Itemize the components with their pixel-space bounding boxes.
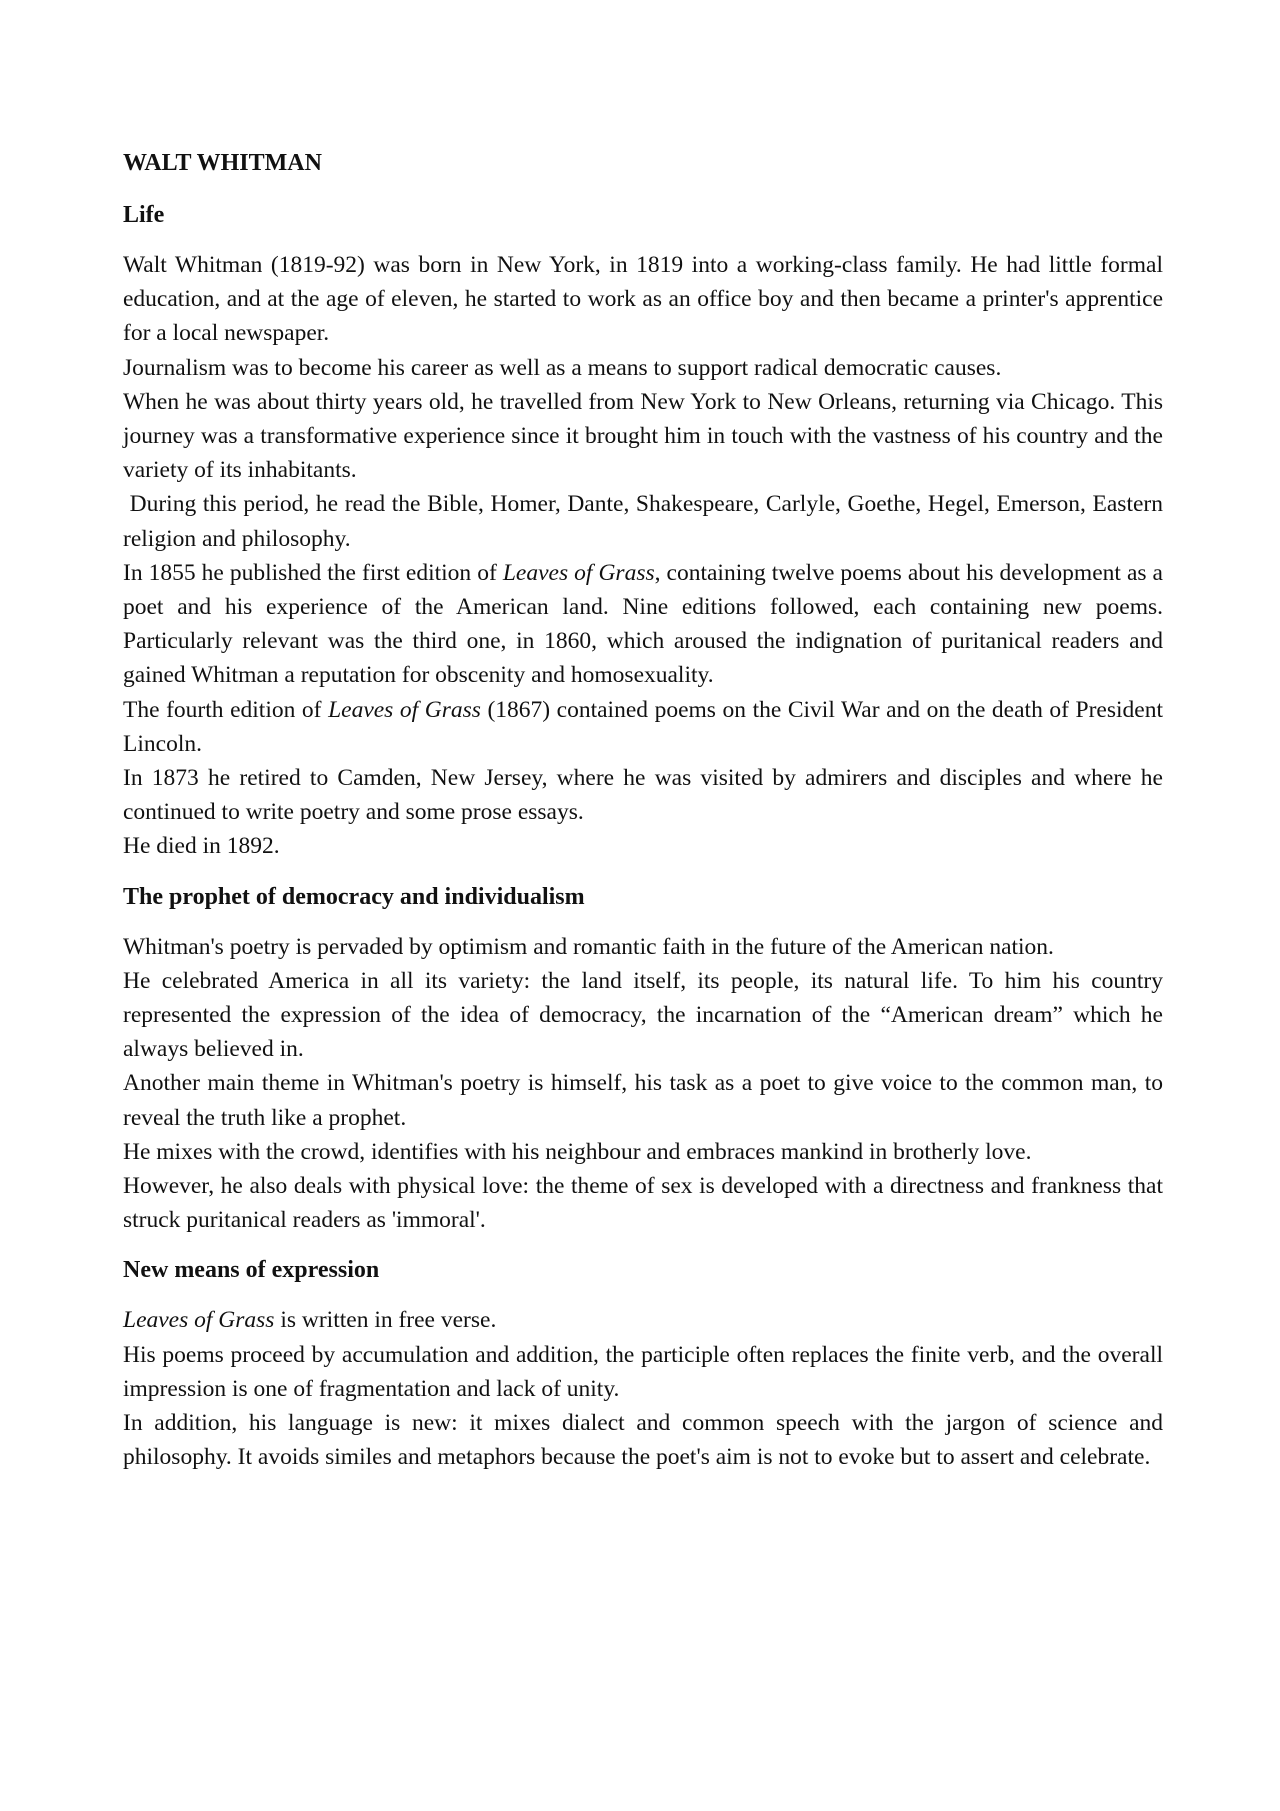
section-life bbox=[123, 198, 1169, 864]
life-paragraph-5-lead: In 1855 he published the first edition of bbox=[123, 559, 503, 586]
section-expression bbox=[123, 1253, 1163, 1474]
book-title-leaves-of-grass: Leaves of Grass bbox=[328, 696, 481, 723]
life-paragraph-5-rest: , containing twelve poems about his development as a poet and his experience of the American land. Nine editions followed, each containing new poems. Particularly relevant was the third one, in 1860, which aroused the indignation of puritanical readers and gained Whitman a reputation for obscenity and homosexuality. bbox=[123, 559, 1163, 689]
life-paragraph-3: When he was about thirty years old, he travelled from New York to New Orleans, returning via Chicago. This journey was a transformative experience since it brought him in touch with the vastness of his country and the variety of its inhabitants. bbox=[123, 388, 1163, 484]
life-paragraph-8: He died in 1892. bbox=[123, 833, 280, 860]
life-paragraph-6-rest: (1867) contained poems on the Civil War and on the death of President Lincoln. bbox=[123, 696, 1163, 757]
life-paragraph-6-lead: The fourth edition of bbox=[123, 696, 329, 723]
expression-paragraph-3: In addition, his language is new: it mixes dialect and common speech with the jargon of science and philosophy. It avoids similes and metaphors because the poet's aim is not to evoke but to assert and celebrate. bbox=[123, 1410, 1163, 1471]
life-paragraph-5 bbox=[123, 556, 1163, 693]
life-paragraph-2: Journalism was to become his career as well as a means to support radical democratic causes. bbox=[123, 354, 1002, 381]
section-heading-life: Life bbox=[123, 202, 165, 228]
document-title: WALT WHITMAN bbox=[123, 150, 322, 176]
document-page bbox=[123, 146, 1169, 1475]
prophet-paragraph-3: Another main theme in Whitman's poetry is himself, his task as a poet to give voice to the common man, to reveal the truth like a prophet. bbox=[123, 1070, 1163, 1131]
section-prophet bbox=[123, 880, 1163, 1238]
section-heading-expression: New means of expression bbox=[123, 1257, 380, 1284]
expression-paragraph-1 bbox=[123, 1303, 1163, 1337]
life-paragraph-7: In 1873 he retired to Camden, New Jersey, where he was visited by admirers and disciples and where he continued to write poetry and some prose essays. bbox=[123, 765, 1163, 826]
book-title-leaves-of-grass: Leaves of Grass bbox=[502, 559, 655, 586]
expression-paragraph-1-rest: is written in free verse. bbox=[274, 1307, 497, 1334]
section-heading-prophet: The prophet of democracy and individualism bbox=[123, 883, 585, 910]
prophet-paragraph-2: He celebrated America in all its variety: the land itself, its people, its natural life. To him his country represented the expression of the idea of democracy, the incarnation of the “American dream” which he always believed in. bbox=[123, 967, 1163, 1063]
life-paragraph-6 bbox=[123, 693, 1163, 761]
expression-paragraph-2: His poems proceed by accumulation and addition, the participle often replaces the finite verb, and the overall impression is one of fragmentation and lack of unity. bbox=[123, 1341, 1163, 1402]
prophet-paragraph-5: However, he also deals with physical love: the theme of sex is developed with a directness and frankness that struck puritanical readers as 'immoral'. bbox=[123, 1173, 1163, 1234]
life-paragraph-1: Walt Whitman (1819-92) was born in New York, in 1819 into a working-class family. He had little formal education, and at the age of eleven, he started to work as an office boy and then became a printer's apprentice for a local newspaper. bbox=[123, 252, 1163, 347]
prophet-paragraph-1: Whitman's poetry is pervaded by optimism and romantic faith in the future of the American nation. bbox=[123, 933, 1054, 960]
prophet-paragraph-4: He mixes with the crowd, identifies with his neighbour and embraces mankind in brotherly love. bbox=[123, 1138, 1032, 1165]
book-title-leaves-of-grass: Leaves of Grass bbox=[123, 1307, 275, 1334]
life-paragraph-4 bbox=[123, 487, 1169, 555]
life-paragraph-4-text: During this period, he read the Bible, Homer, Dante, Shakespeare, Carlyle, Goethe, Hegel, Emerson, Eastern religion and philosophy. bbox=[123, 491, 1169, 552]
